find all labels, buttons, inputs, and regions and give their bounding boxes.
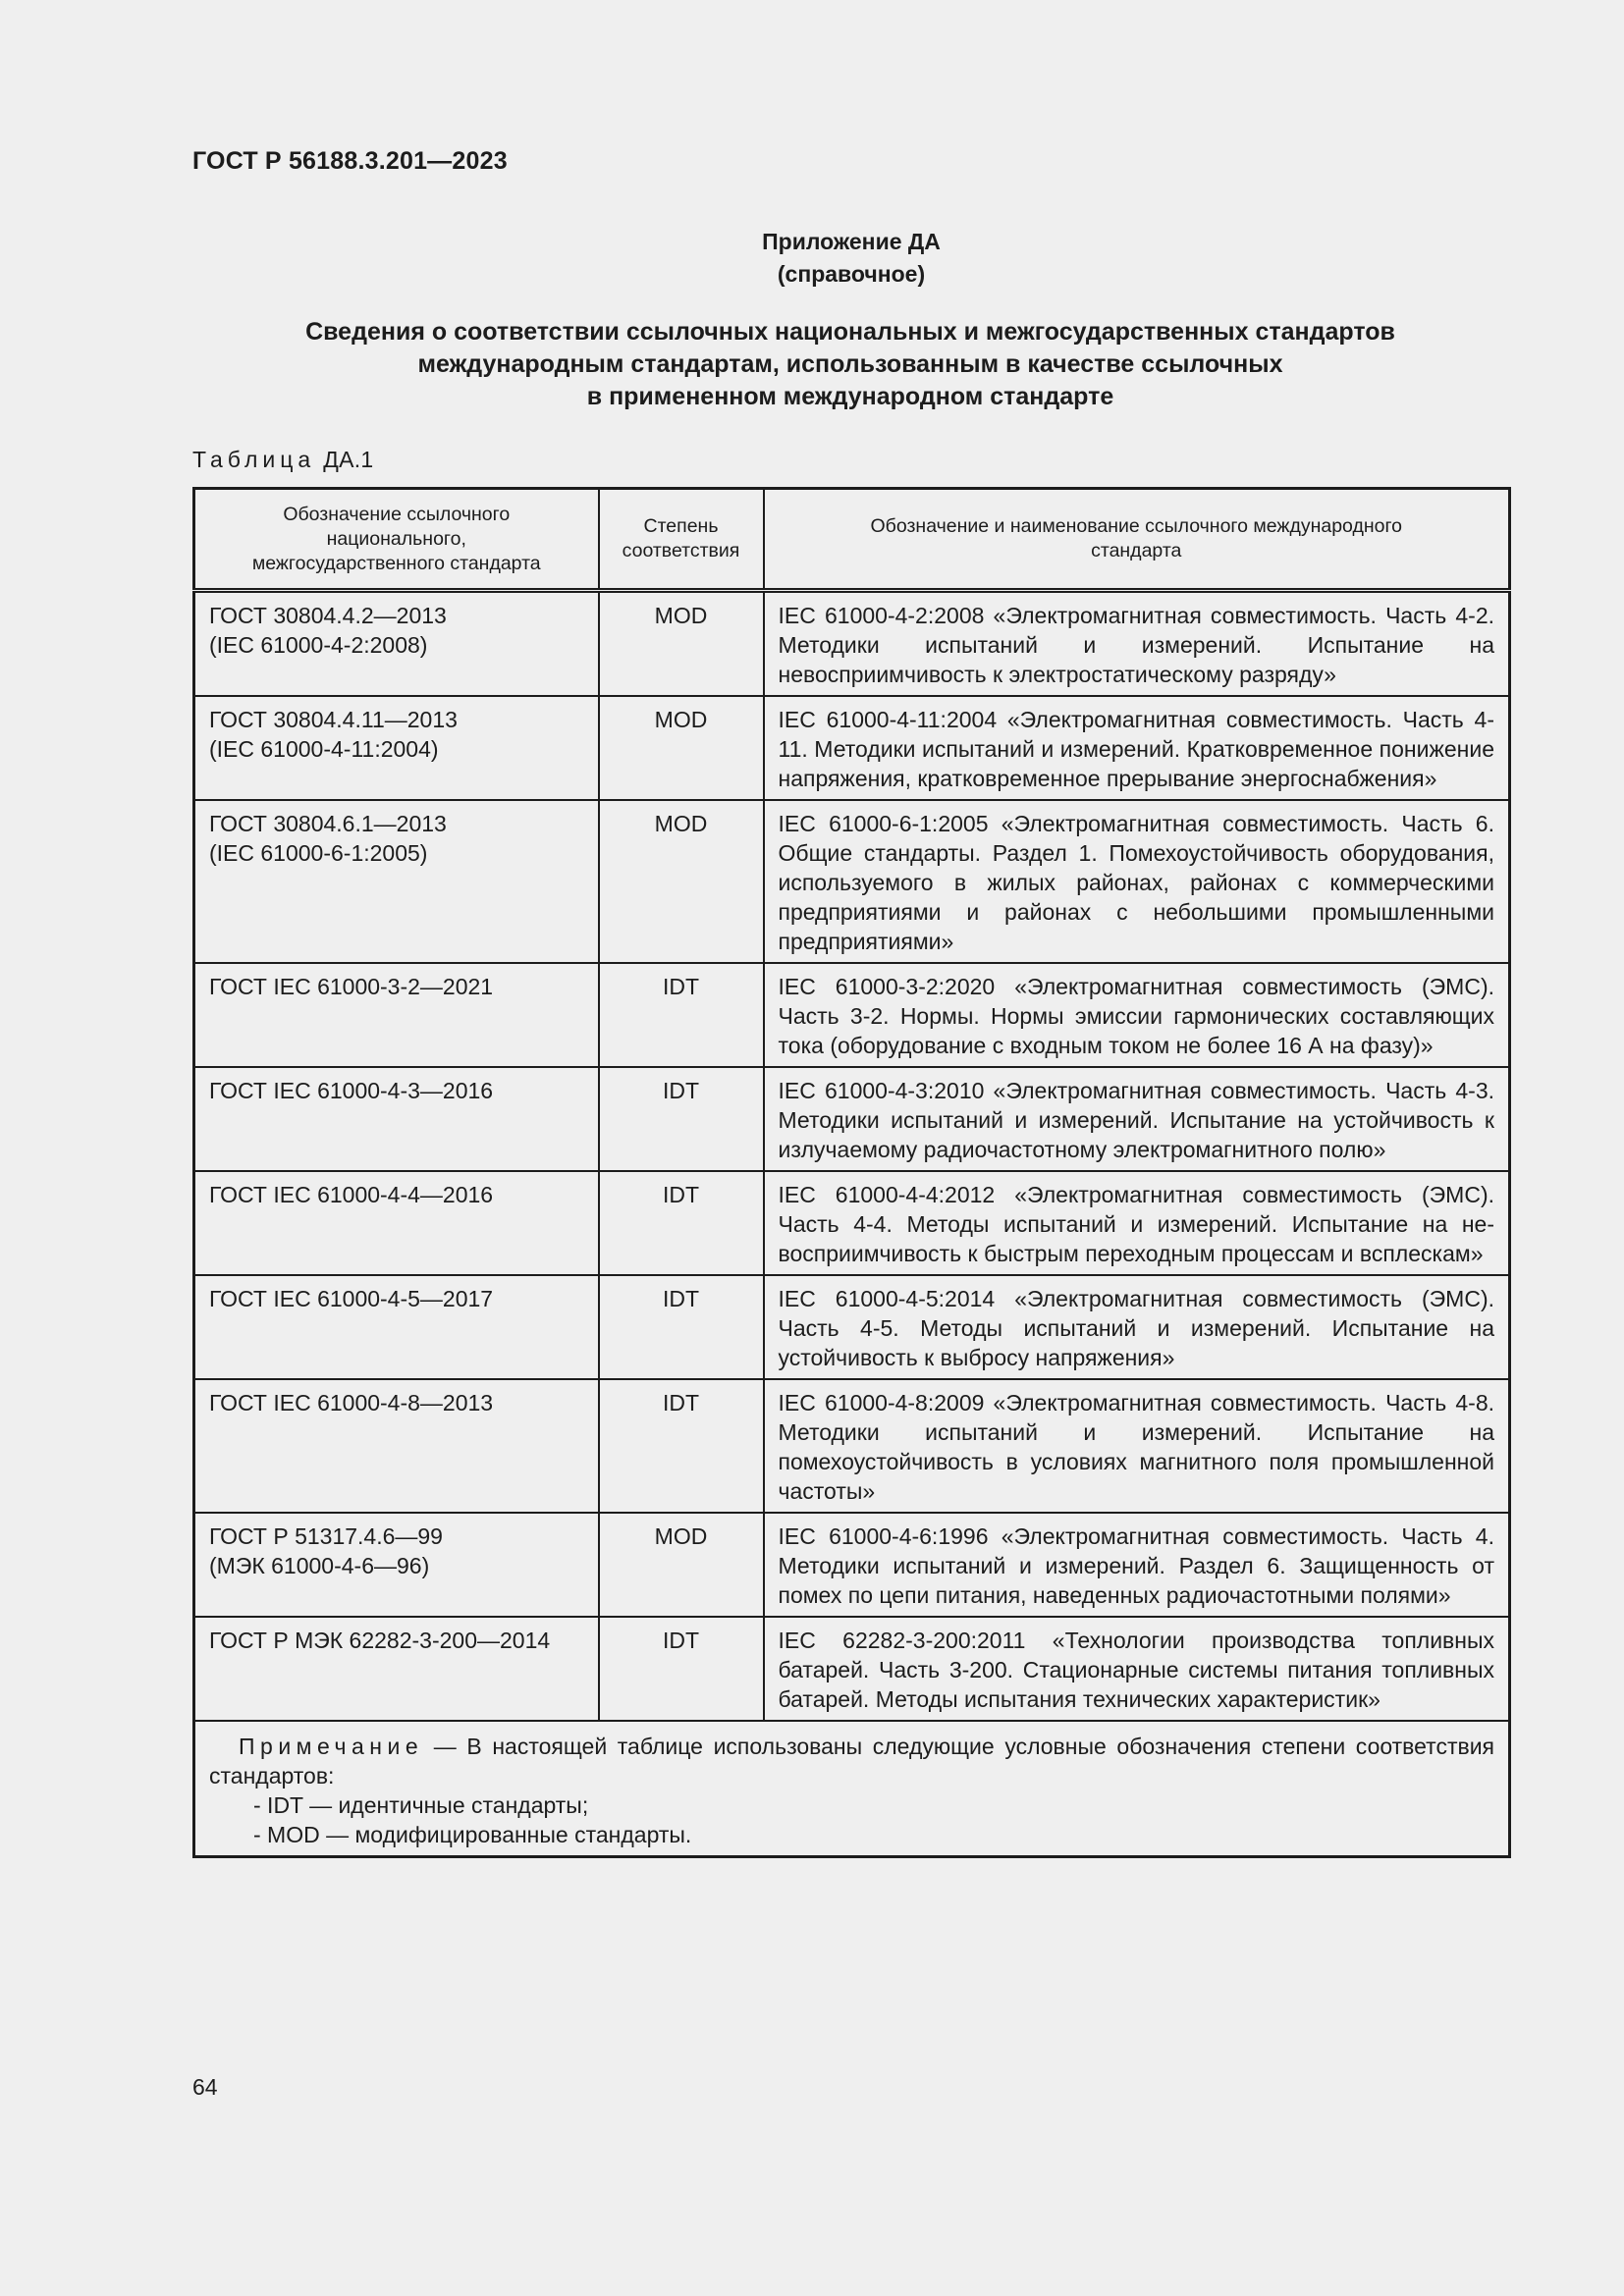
header-line: стандарта — [1091, 540, 1182, 561]
national-line: ГОСТ IEC 61000-4-5—2017 — [209, 1286, 494, 1311]
heading-line: в примененном международном стандарте — [586, 383, 1114, 410]
header-line: межгосударственного стандарта — [251, 552, 541, 574]
international-standard-cell: IEC 61000-6-1:2005 «Электромагнитная совместимость. Часть 6. Общие стандарты. Раздел 1. Помехоустойчивость оборудования, используемого в жилых районах, районах с коммерческими предприятиями и районах с небольшими промышленными предприятиями» — [764, 800, 1510, 963]
table-row — [194, 963, 1510, 1067]
appendix-subtitle: (справочное) — [777, 261, 926, 287]
international-standard-cell: IEC 61000-4-6:1996 «Электромагнитная совместимость. Часть 4. Методики испытаний и измерений. Раздел 6. Защищенность от помех по цепи питания, наведенных радиочастотными полями» — [764, 1513, 1510, 1617]
table-caption-label: Таблица — [192, 447, 316, 472]
table-caption — [192, 447, 374, 473]
appendix-title: Приложение ДА — [762, 229, 941, 254]
appendix-title-block — [0, 226, 1624, 291]
international-standard-cell: IEC 62282-3-200:2011 «Технологии производства топливных батарей. Часть 3-200. Стационарные системы питания топливных батарей. Методы испытания технических характеристик» — [764, 1617, 1510, 1721]
degree-cell: IDT — [599, 1171, 764, 1275]
national-line: ГОСТ 30804.4.2—2013 — [209, 603, 447, 628]
note-item: - MOD — модифицированные стандарты. — [253, 1822, 692, 1847]
table-row — [194, 591, 1510, 697]
national-standard-cell — [194, 963, 599, 1067]
national-line: ГОСТ IEC 61000-4-8—2013 — [209, 1390, 494, 1415]
international-standard-cell: IEC 61000-4-4:2012 «Электромагнитная совместимость (ЭМС). Часть 4-4. Методы испытаний и измерений. Испытание на невосприимчивость к быстрым переходным процессам и всплескам» — [764, 1171, 1510, 1275]
column-header-national — [194, 489, 599, 591]
national-standard-cell — [194, 1067, 599, 1171]
international-standard-cell: IEC 61000-3-2:2020 «Электромагнитная совместимость (ЭМС). Часть 3-2. Нормы. Нормы эмиссии гармонических составляющих тока (оборудование с входным током не более 16 А на фазу)» — [764, 963, 1510, 1067]
table-row — [194, 696, 1510, 800]
standards-correspondence-table — [192, 487, 1511, 1858]
international-standard-cell: IEC 61000-4-3:2010 «Электромагнитная совместимость. Часть 4-3. Методики испытаний и измерений. Испытание на устойчивость к излучаемому радиочастотному электромагнитного полю» — [764, 1067, 1510, 1171]
header-line: Обозначение ссылочного — [283, 503, 511, 525]
national-standard-cell — [194, 696, 599, 800]
header-line: национального, — [326, 527, 466, 550]
degree-cell: IDT — [599, 963, 764, 1067]
degree-cell: IDT — [599, 1379, 764, 1513]
national-line: ГОСТ Р МЭК 62282-3-200—2014 — [209, 1628, 551, 1653]
table-row — [194, 1513, 1510, 1617]
header-line: Обозначение и наименование ссылочного международного — [870, 515, 1402, 537]
national-standard-cell — [194, 1379, 599, 1513]
degree-cell: MOD — [599, 800, 764, 963]
degree-cell: MOD — [599, 696, 764, 800]
note-item: - IDT — идентичные стандарты; — [253, 1792, 589, 1818]
international-standard-cell: IEC 61000-4-8:2009 «Электромагнитная совместимость. Часть 4-8. Методики испытаний и измерений. Испытание на помехоустойчивость в условиях магнитного поля промышленной частоты» — [764, 1379, 1510, 1513]
degree-cell: IDT — [599, 1617, 764, 1721]
national-line: ГОСТ IEC 61000-4-3—2016 — [209, 1078, 494, 1103]
header-line: соответствия — [622, 540, 740, 561]
international-standard-cell: IEC 61000-4-11:2004 «Электромагнитная совместимость. Часть 4-11. Методики испытаний и измерений. Кратковременное понижение напряжения, кратковременное прерывание энергоснабжения» — [764, 696, 1510, 800]
national-standard-cell — [194, 1275, 599, 1379]
degree-cell: MOD — [599, 1513, 764, 1617]
table-row — [194, 1171, 1510, 1275]
note-text — [209, 1732, 1494, 1790]
national-line: ГОСТ 30804.6.1—2013 — [209, 811, 447, 836]
table-row — [194, 1067, 1510, 1171]
national-standard-cell — [194, 800, 599, 963]
table-caption-number: ДА.1 — [323, 447, 374, 472]
international-standard-cell: IEC 61000-4-5:2014 «Электромагнитная совместимость (ЭМС). Часть 4-5. Методы испытаний и измерений. Испытание на устойчивость к выбросу напряжения» — [764, 1275, 1510, 1379]
heading-line: Сведения о соответствии ссылочных национальных и межгосударственных стандартов — [305, 318, 1395, 346]
table-row — [194, 1275, 1510, 1379]
national-standard-cell — [194, 591, 599, 697]
table-row — [194, 1617, 1510, 1721]
document-code: ГОСТ Р 56188.3.201—2023 — [192, 147, 508, 175]
header-line: Степень — [643, 515, 719, 537]
degree-cell: MOD — [599, 591, 764, 697]
column-header-degree — [599, 489, 764, 591]
table-note — [194, 1721, 1510, 1857]
national-line: (IEC 61000-6-1:2005) — [209, 840, 428, 866]
table-row — [194, 800, 1510, 963]
international-standard-cell: IEC 61000-4-2:2008 «Электромагнитная совместимость. Часть 4-2. Методики испытаний и измерений. Испытание на невосприимчивость к электростатическому разряду» — [764, 591, 1510, 697]
national-standard-cell — [194, 1171, 599, 1275]
national-standard-cell — [194, 1513, 599, 1617]
table-header-row — [194, 489, 1510, 591]
degree-cell: IDT — [599, 1067, 764, 1171]
page-number: 64 — [192, 2074, 218, 2100]
heading-line: международным стандартам, использованным в качестве ссылочных — [417, 350, 1283, 378]
column-header-international — [764, 489, 1510, 591]
table-row — [194, 1379, 1510, 1513]
note-body: — В настоящей таблице использованы следующие условные обозначения степени соответствия стандартов: — [209, 1734, 1494, 1789]
national-standard-cell — [194, 1617, 599, 1721]
national-line: (IEC 61000-4-11:2004) — [209, 736, 439, 762]
degree-cell: IDT — [599, 1275, 764, 1379]
note-label: Примечание — [239, 1734, 424, 1759]
appendix-heading — [192, 316, 1508, 413]
national-line: ГОСТ Р 51317.4.6—99 — [209, 1523, 443, 1549]
national-line: (МЭК 61000-4-6—96) — [209, 1553, 430, 1578]
national-line: ГОСТ IEC 61000-3-2—2021 — [209, 974, 494, 999]
national-line: (IEC 61000-4-2:2008) — [209, 632, 428, 658]
national-line: ГОСТ 30804.4.11—2013 — [209, 707, 458, 732]
national-line: ГОСТ IEC 61000-4-4—2016 — [209, 1182, 494, 1207]
table-note-row — [194, 1721, 1510, 1857]
